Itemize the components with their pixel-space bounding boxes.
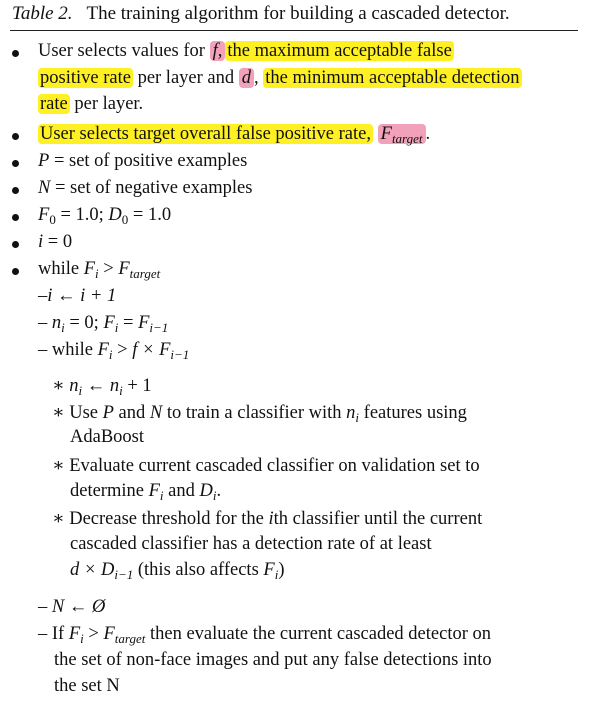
loop-step-if [38, 624, 491, 645]
symbol-f-highlight [210, 41, 226, 61]
highlight-positive-rate: positive rate [40, 68, 131, 88]
text: features using [363, 403, 467, 423]
symbol-d: d [241, 68, 251, 88]
step-5-line [38, 205, 171, 226]
table-caption [12, 3, 510, 25]
step-1-line-2 [38, 68, 522, 89]
star: ∗ [52, 456, 65, 476]
text: to train a classifier with [166, 403, 342, 423]
text: > [88, 624, 99, 644]
symbol-f: f [212, 41, 218, 61]
subscript: i [108, 347, 113, 362]
symbol-N: N [149, 403, 163, 423]
symbol-P: P [102, 403, 114, 423]
symbol-n: n [346, 403, 356, 423]
text: determine [70, 481, 144, 501]
star: ∗ [52, 376, 65, 396]
highlight-rate: rate [40, 94, 68, 114]
dash: – [38, 597, 48, 617]
subscript: i [355, 410, 360, 425]
subscript: target [114, 631, 146, 646]
text: th classifier until the current [273, 509, 483, 529]
text: AdaBoost [70, 427, 144, 447]
highlight-target-fpr: User selects target overall false positive rate, [40, 124, 371, 144]
inner-step-train [52, 402, 467, 424]
loop-step-reset-negatives [38, 597, 105, 618]
bullet-dot [12, 241, 19, 248]
dash: – [38, 286, 48, 306]
text: Decrease threshold for the [69, 509, 264, 529]
subscript: i [114, 320, 119, 335]
text: per layer. [74, 94, 144, 114]
text: = 1.0; [60, 205, 104, 225]
step-7-line [38, 259, 160, 280]
subscript: target [129, 266, 161, 281]
step-1-line-1 [38, 41, 454, 62]
text: cascaded classifier has a detection rate of at least [70, 534, 432, 554]
bullet-dot [12, 160, 19, 167]
text: – If [38, 624, 65, 644]
inner-step-threshold-cont-1 [70, 534, 432, 555]
subscript: i [61, 320, 65, 335]
text: Use [69, 403, 98, 423]
text: × F [142, 340, 171, 360]
subscript: i [80, 631, 84, 646]
loop-step-if-cont-2 [54, 676, 120, 697]
text: = 0; [69, 313, 99, 333]
symbol-i: i [38, 232, 44, 252]
subscript: i [159, 488, 164, 503]
text: (this also affects [137, 560, 259, 580]
text: and [118, 403, 146, 423]
inner-step-threshold-cont-2 [70, 560, 285, 581]
bullet-dot [12, 133, 19, 140]
text: , [254, 68, 259, 88]
subscript: i [119, 383, 123, 398]
step-1-line-3 [38, 94, 143, 115]
text: ← Ø [68, 597, 106, 617]
caption-number: Table 2. [12, 3, 73, 24]
symbol-n: n [51, 313, 62, 333]
symbol-ftarget-highlight [378, 124, 426, 144]
text: ← n [86, 376, 120, 396]
bullet-dot [12, 214, 19, 221]
star: ∗ [52, 403, 65, 423]
symbol-i: i [268, 509, 274, 529]
subscript: i−1 [149, 320, 169, 335]
star: ∗ [52, 509, 65, 529]
text: and [168, 481, 195, 501]
text: . [425, 124, 431, 144]
step-3-line [38, 151, 247, 172]
text: – while [38, 340, 93, 360]
subscript: i [274, 567, 279, 582]
subscript: 0 [121, 212, 129, 227]
step-6-line [38, 232, 72, 253]
text: User selects values for [38, 41, 205, 61]
symbol-i: i [47, 286, 53, 306]
text: Evaluate current cascaded classifier on validation set to [69, 456, 480, 476]
text: ) [278, 560, 285, 580]
subscript: i [212, 488, 217, 503]
caption-title: The training algorithm for building a cascaded detector. [86, 3, 510, 24]
subscript: i−1 [114, 567, 134, 582]
inner-step-evaluate-cont [70, 481, 221, 502]
subscript: 0 [49, 212, 56, 227]
subscript: i−1 [170, 347, 190, 362]
text: ← i + 1 [57, 286, 117, 306]
bullet-dot [12, 50, 19, 57]
symbol-n: n [69, 376, 79, 396]
caption-rule [10, 30, 578, 31]
loop-step-increment-i [38, 286, 116, 307]
symbol-F: F [83, 259, 96, 279]
inner-step-train-cont [70, 427, 144, 448]
text: the set of non-face images and put any false detections into [54, 650, 492, 670]
symbol-F: F [97, 340, 109, 360]
text: d × D [70, 560, 115, 580]
symbol-D: D [108, 205, 122, 225]
text: . [216, 481, 222, 501]
dash: – [38, 313, 48, 333]
symbol-F: F [380, 124, 392, 144]
symbol-F: F [118, 259, 130, 279]
bullet-dot [12, 187, 19, 194]
inner-step-increment-n [52, 375, 152, 397]
text: while [38, 259, 80, 279]
loop-step-if-cont-1 [54, 650, 492, 671]
symbol-F: F [103, 313, 115, 333]
step-4-line [38, 178, 252, 199]
symbol-F: F [263, 560, 275, 580]
text: , [217, 41, 223, 61]
symbol-N: N [51, 597, 65, 617]
step-2-line [38, 124, 430, 145]
symbol-F: F [103, 624, 115, 644]
text: = set of negative examples [54, 178, 253, 198]
text: per layer and [137, 68, 235, 88]
symbol-F: F [138, 313, 150, 333]
symbol-f: f [132, 340, 138, 360]
text: + 1 [127, 376, 152, 396]
text: = set of positive examples [53, 151, 248, 171]
text: = [123, 313, 134, 333]
highlight-max-fpr: the maximum acceptable false [227, 41, 452, 61]
bullet-dot [12, 268, 19, 275]
subscript: target [391, 131, 423, 146]
symbol-P: P [38, 151, 50, 171]
text: = 1.0 [132, 205, 172, 225]
text: then evaluate the current cascaded detector on [149, 624, 492, 644]
text: > [117, 340, 128, 360]
symbol-d-highlight [239, 68, 254, 88]
text: = 0 [47, 232, 73, 252]
symbol-N: N [38, 178, 51, 198]
symbol-D: D [199, 481, 213, 501]
loop-step-reset [38, 313, 168, 334]
symbol-F: F [38, 205, 50, 225]
symbol-F: F [148, 481, 160, 501]
highlight-min-detection: the minimum acceptable detection [265, 68, 520, 88]
inner-step-evaluate [52, 455, 480, 477]
text: the set N [54, 676, 120, 696]
subscript: i [78, 383, 83, 398]
text: > [103, 259, 114, 279]
subscript: i [95, 266, 99, 281]
inner-step-threshold [52, 508, 482, 530]
loop-step-inner-while [38, 340, 189, 361]
symbol-F: F [68, 624, 81, 644]
